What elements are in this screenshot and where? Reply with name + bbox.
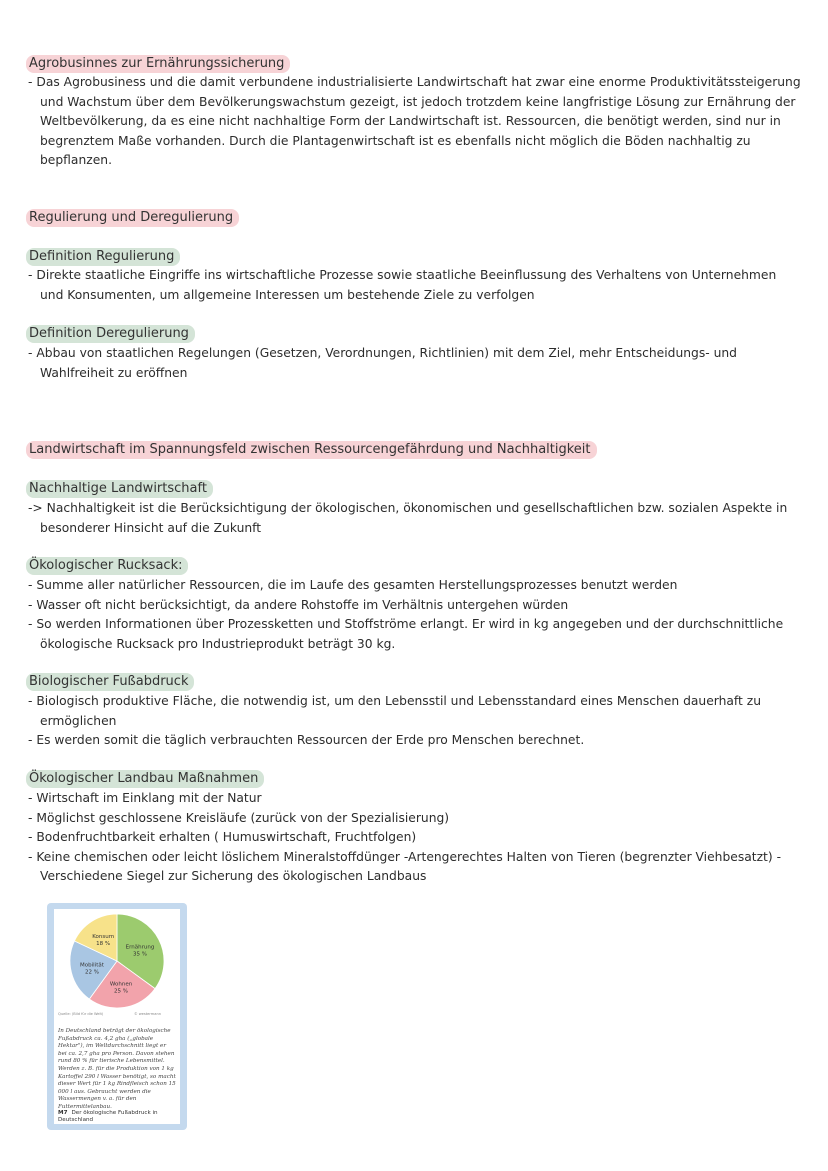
bullet-item: - Abbau von staatlichen Regelungen (Gesetzen, Verordnungen, Richtlinien) mit dem Ziel, mehr Entscheidungs- und Wahlfreiheit zu eröffnen xyxy=(28,346,737,380)
figure-source: Quelle: (Bild für die Welt) xyxy=(58,1012,104,1016)
bullet-item: - So werden Informationen über Prozessketten und Stoffströme erlangt. Er wird in kg angegeben und der durchschnittliche ökologische Rucksack pro Industrieprodukt beträgt 30 kg. xyxy=(28,617,784,651)
heading-nachhaltige-landwirtschaft: Nachhaltige Landwirtschaft xyxy=(26,480,213,498)
pie-value-mobilität: 22 % xyxy=(84,969,99,976)
heading-oekologischer-landbau: Ökologischer Landbau Maßnahmen xyxy=(26,770,264,788)
pie-label-wohnen: Wohnen xyxy=(109,981,133,988)
figure-label-number: M7 xyxy=(58,1110,68,1116)
heading-definition-deregulierung: Definition Deregulierung xyxy=(26,325,195,343)
figure-label xyxy=(58,1110,176,1124)
figure-caption: In Deutschland beträgt der ökologische Fußabdruck ca. 4,2 gha („globale Hektar"), im Weltdurchschnitt liegt er bei ca. 2,7 gha pro Person. Davon stehen rund 80 % für tierische Lebensmittel. Werden z. B. für die Produktion von 1 kg Kartoffel 290 l Wasser benötigt, so macht dieser Wert für 1 kg Rindfleisch schon 15 000 l aus. Gebraucht werden die Wassermengen v. a. für den Futtermittelanbau. xyxy=(58,1028,176,1110)
bullet-item: - Summe aller natürlicher Ressourcen, die im Laufe des gesamten Herstellungsprozesses benutzt werden xyxy=(28,578,678,592)
footprint-pie-chart xyxy=(54,909,180,1013)
figure-label-text: Der ökologische Fußabdruck in Deutschland xyxy=(58,1110,158,1123)
nachhaltige-landwirtschaft-text xyxy=(28,499,803,538)
pie-value-wohnen: 25 % xyxy=(114,988,129,995)
bullet-item: -> Nachhaltigkeit ist die Berücksichtigung der ökologischen, ökonomischen und gesellschaftlichen bzw. sozialen Aspekte in besonderer Hinsicht auf die Zukunft xyxy=(28,501,788,535)
definition-deregulierung-text xyxy=(28,344,803,383)
definition-regulierung-text xyxy=(28,266,803,305)
figure-copyright: © westermann xyxy=(134,1012,162,1016)
heading-agrobusiness: Agrobusinnes zur Ernährungssicherung xyxy=(26,55,290,73)
pie-label-ernährung: Ernährung xyxy=(125,944,155,951)
heading-landwirtschaft: Landwirtschaft im Spannungsfeld zwischen Ressourcengefährdung und Nachhaltigkeit xyxy=(26,441,597,459)
heading-oekologischer-rucksack: Ökologischer Rucksack: xyxy=(26,557,188,575)
bullet-item: - Biologisch produktive Fläche, die notwendig ist, um den Lebensstil und Lebensstandard eines Menschen dauerhaft zu ermöglichen xyxy=(28,694,762,728)
footprint-figure xyxy=(47,903,187,1130)
heading-regulierung: Regulierung und Deregulierung xyxy=(26,209,239,227)
pie-value-konsum: 18 % xyxy=(96,941,111,948)
bullet-item: - Bodenfruchtbarkeit erhalten ( Humuswirtschaft, Fruchtfolgen) xyxy=(28,830,417,844)
biologischer-fussabdruck-text xyxy=(28,692,803,751)
agrobusiness-text xyxy=(28,73,803,171)
bullet-item: - Das Agrobusiness und die damit verbundene industrialisierte Landwirtschaft hat zwar eine enorme Produktivitätssteigerung und Wachstum über dem Bevölkerungswachstum gezeigt, ist jedoch trotzdem keine langfristige Lösung zur Ernährung der Weltbevölkerung, da es eine nicht nachhaltige Form der Landwirtschaft ist. Ressourcen, die benötigt werden, sind nur in begrenztem Maße vorhanden. Durch die Plantagenwirtschaft ist es ebenfalls nicht möglich die Böden nachhaltig zu bepflanzen. xyxy=(28,75,801,167)
figure-card xyxy=(54,909,180,1124)
pie-label-mobilität: Mobilität xyxy=(80,962,104,969)
bullet-item: - Direkte staatliche Eingriffe ins wirtschaftliche Prozesse sowie staatliche Beeinflussung des Verhaltens von Unternehmen und Konsumenten, um allgemeine Interessen um bestehende Ziele zu verfolgen xyxy=(28,268,777,302)
bullet-item: - Keine chemischen oder leicht löslichem Mineralstoffdünger -Artengerechtes Halten von Tieren (begrenzter Viehbesatzt) -Verschiedene Siegel zur Sicherung des ökologischen Landbaus xyxy=(28,849,782,883)
bullet-item: - Möglichst geschlossene Kreisläufe (zurück von der Spezialisierung) xyxy=(28,810,450,825)
pie-value-ernährung: 35 % xyxy=(133,951,148,958)
oekologischer-landbau-text xyxy=(28,789,803,887)
heading-definition-regulierung: Definition Regulierung xyxy=(26,248,180,266)
oekologischer-rucksack-text xyxy=(28,576,803,654)
bullet-item: - Wasser oft nicht berücksichtigt, da andere Rohstoffe im Verhältnis untergehen würden xyxy=(28,597,569,612)
bullet-item: - Wirtschaft im Einklang mit der Natur xyxy=(28,791,262,805)
heading-biologischer-fussabdruck: Biologischer Fußabdruck xyxy=(26,673,194,691)
bullet-item: - Es werden somit die täglich verbrauchten Ressourcen der Erde pro Menschen berechnet. xyxy=(28,733,585,747)
pie-label-konsum: Konsum xyxy=(92,934,115,941)
